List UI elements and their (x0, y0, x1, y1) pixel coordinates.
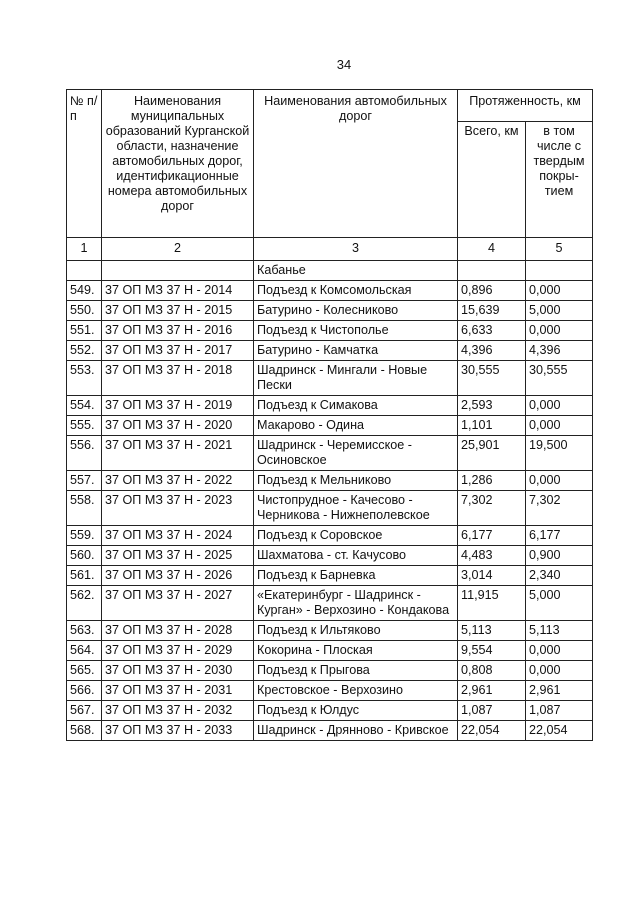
row-number: 566. (67, 681, 102, 701)
road-id: 37 ОП МЗ 37 Н - 2026 (102, 566, 254, 586)
roads-table (66, 89, 593, 741)
row-number: 557. (67, 471, 102, 491)
road-name: Кокорина - Плоская (254, 641, 458, 661)
length-total: 9,554 (458, 641, 526, 661)
road-id: 37 ОП МЗ 37 Н - 2017 (102, 341, 254, 361)
row-number: 554. (67, 396, 102, 416)
road-id: 37 ОП МЗ 37 Н - 2027 (102, 586, 254, 621)
length-total: 25,901 (458, 436, 526, 471)
road-id: 37 ОП МЗ 37 Н - 2032 (102, 701, 254, 721)
table-row (67, 641, 593, 661)
road-name: Подъезд к Мельниково (254, 471, 458, 491)
header-length-hard: в том числе с твердым покры- тием (526, 121, 593, 237)
length-total: 1,101 (458, 416, 526, 436)
length-hard: 0,000 (526, 416, 593, 436)
road-name: Подъезд к Юлдус (254, 701, 458, 721)
column-number: 3 (254, 238, 458, 261)
row-number: 562. (67, 586, 102, 621)
road-id: 37 ОП МЗ 37 Н - 2015 (102, 301, 254, 321)
page-number: 34 (336, 57, 352, 72)
table-row (67, 491, 593, 526)
table-row (67, 526, 593, 546)
group-row (67, 261, 593, 281)
row-number: 564. (67, 641, 102, 661)
length-hard: 30,555 (526, 361, 593, 396)
table-row (67, 546, 593, 566)
road-id: 37 ОП МЗ 37 Н - 2024 (102, 526, 254, 546)
row-number: 561. (67, 566, 102, 586)
row-number: 550. (67, 301, 102, 321)
row-number: 552. (67, 341, 102, 361)
length-total: 15,639 (458, 301, 526, 321)
length-hard: 22,054 (526, 721, 593, 741)
road-id: 37 ОП МЗ 37 Н - 2028 (102, 621, 254, 641)
length-total: 4,483 (458, 546, 526, 566)
length-hard: 0,000 (526, 471, 593, 491)
road-id: 37 ОП МЗ 37 Н - 2033 (102, 721, 254, 741)
length-total: 2,593 (458, 396, 526, 416)
road-id: 37 ОП МЗ 37 Н - 2030 (102, 661, 254, 681)
road-id: 37 ОП МЗ 37 Н - 2014 (102, 281, 254, 301)
row-number: 549. (67, 281, 102, 301)
road-id: 37 ОП МЗ 37 Н - 2022 (102, 471, 254, 491)
table-row (67, 341, 593, 361)
column-number: 2 (102, 238, 254, 261)
road-name: Подъезд к Комсомольская (254, 281, 458, 301)
length-total: 0,808 (458, 661, 526, 681)
length-total: 0,896 (458, 281, 526, 301)
column-number: 4 (458, 238, 526, 261)
road-name: Батурино - Камчатка (254, 341, 458, 361)
table-row (67, 471, 593, 491)
row-number: 559. (67, 526, 102, 546)
length-hard: 1,087 (526, 701, 593, 721)
length-hard: 0,000 (526, 641, 593, 661)
road-name: Батурино - Колесниково (254, 301, 458, 321)
length-total: 5,113 (458, 621, 526, 641)
header-length-total: Всего, км (458, 121, 526, 237)
road-name: Подъезд к Симакова (254, 396, 458, 416)
road-id: 37 ОП МЗ 37 Н - 2023 (102, 491, 254, 526)
header-municipality: Наименования муниципальных образований Курганской области, назначение автомобильных дорог, идентификационные номера автомобильных дорог (102, 90, 254, 238)
row-number: 556. (67, 436, 102, 471)
road-id: 37 ОП МЗ 37 Н - 2020 (102, 416, 254, 436)
road-id: 37 ОП МЗ 37 Н - 2016 (102, 321, 254, 341)
length-hard: 19,500 (526, 436, 593, 471)
table-row (67, 721, 593, 741)
length-total: 6,177 (458, 526, 526, 546)
header-length-group: Протяженность, км (458, 90, 593, 122)
road-name: Подъезд к Чистополье (254, 321, 458, 341)
length-hard: 4,396 (526, 341, 593, 361)
length-hard: 6,177 (526, 526, 593, 546)
table-row (67, 436, 593, 471)
table-row (67, 566, 593, 586)
table-row (67, 661, 593, 681)
road-id: 37 ОП МЗ 37 Н - 2031 (102, 681, 254, 701)
length-total: 22,054 (458, 721, 526, 741)
row-number: 568. (67, 721, 102, 741)
table-row (67, 321, 593, 341)
row-number: 565. (67, 661, 102, 681)
road-name: Шадринск - Черемисское - Осиновское (254, 436, 458, 471)
road-id: 37 ОП МЗ 37 Н - 2025 (102, 546, 254, 566)
table-row (67, 681, 593, 701)
table-row (67, 301, 593, 321)
length-total: 2,961 (458, 681, 526, 701)
column-numbers-row (67, 238, 593, 261)
length-hard: 0,000 (526, 396, 593, 416)
header-number: № п/п (67, 90, 102, 238)
length-total: 11,915 (458, 586, 526, 621)
road-name: Крестовское - Верхозино (254, 681, 458, 701)
length-hard: 0,000 (526, 321, 593, 341)
table-row (67, 701, 593, 721)
table-row (67, 416, 593, 436)
length-hard: 5,000 (526, 301, 593, 321)
row-number: 560. (67, 546, 102, 566)
group-label: Кабанье (254, 261, 458, 281)
table-row (67, 621, 593, 641)
road-name: Чистопрудное - Качесово - Черникова - Нижнеполевское (254, 491, 458, 526)
road-name: Подъезд к Прыгова (254, 661, 458, 681)
road-id: 37 ОП МЗ 37 Н - 2019 (102, 396, 254, 416)
length-hard: 2,961 (526, 681, 593, 701)
road-name: Подъезд к Барневка (254, 566, 458, 586)
table-row (67, 281, 593, 301)
length-hard: 0,900 (526, 546, 593, 566)
road-name: Подъезд к Ильтяково (254, 621, 458, 641)
row-number: 567. (67, 701, 102, 721)
length-hard: 0,000 (526, 661, 593, 681)
length-total: 1,087 (458, 701, 526, 721)
length-total: 4,396 (458, 341, 526, 361)
length-hard: 2,340 (526, 566, 593, 586)
table-row (67, 361, 593, 396)
road-id: 37 ОП МЗ 37 Н - 2021 (102, 436, 254, 471)
row-number: 563. (67, 621, 102, 641)
table-row (67, 396, 593, 416)
road-name: Шадринск - Мингали - Новые Пески (254, 361, 458, 396)
road-name: Макарово - Одина (254, 416, 458, 436)
length-total: 6,633 (458, 321, 526, 341)
road-name: «Екатеринбург - Шадринск - Курган» - Верхозино - Кондакова (254, 586, 458, 621)
table-row (67, 586, 593, 621)
road-name: Шахматова - ст. Качусово (254, 546, 458, 566)
length-hard: 5,000 (526, 586, 593, 621)
row-number: 558. (67, 491, 102, 526)
road-name: Шадринск - Дрянново - Кривское (254, 721, 458, 741)
column-number: 1 (67, 238, 102, 261)
length-total: 1,286 (458, 471, 526, 491)
road-id: 37 ОП МЗ 37 Н - 2029 (102, 641, 254, 661)
road-id: 37 ОП МЗ 37 Н - 2018 (102, 361, 254, 396)
row-number: 551. (67, 321, 102, 341)
column-number: 5 (526, 238, 593, 261)
length-total: 7,302 (458, 491, 526, 526)
length-hard: 7,302 (526, 491, 593, 526)
length-total: 3,014 (458, 566, 526, 586)
row-number: 555. (67, 416, 102, 436)
length-hard: 5,113 (526, 621, 593, 641)
header-road-name: Наименования автомобильных дорог (254, 90, 458, 238)
road-name: Подъезд к Соровское (254, 526, 458, 546)
row-number: 553. (67, 361, 102, 396)
length-total: 30,555 (458, 361, 526, 396)
length-hard: 0,000 (526, 281, 593, 301)
